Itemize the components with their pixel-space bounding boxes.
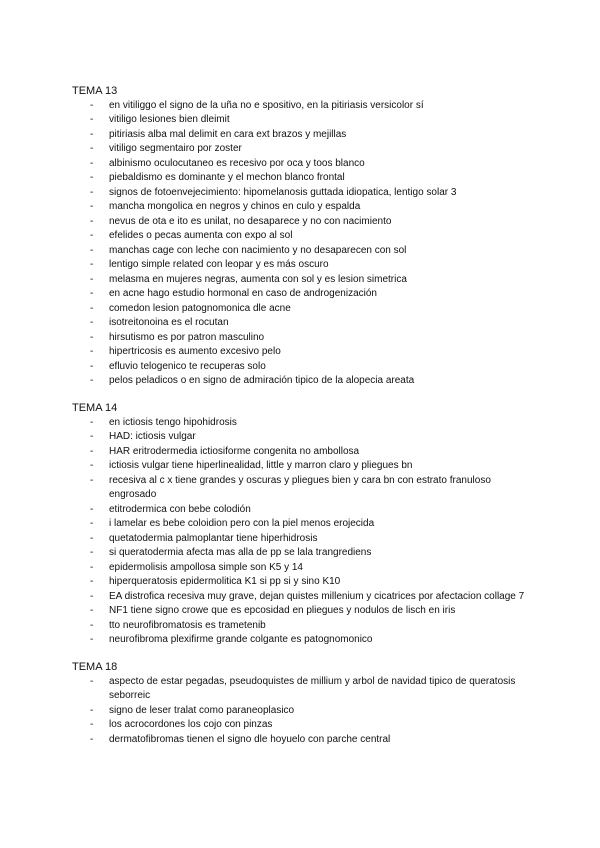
list-item: - signos de fotoenvejecimiento: hipomelanosis guttada idiopatica, lentigo solar 3: [72, 186, 532, 201]
list-item: - en ictiosis tengo hipohidrosis: [72, 416, 532, 431]
list-item: - EA distrofica recesiva muy grave, dejan quistes millenium y cicatrices por afectacion collage 7: [72, 590, 532, 605]
list-item: - mancha mongolica en negros y chinos en culo y espalda: [72, 200, 532, 215]
list-item: - vitiligo lesiones bien dleimit: [72, 113, 532, 128]
section-heading: TEMA 14: [72, 402, 118, 414]
list-item: - ictiosis vulgar tiene hiperlinealidad, little y marron claro y pliegues bn: [72, 459, 532, 474]
list-item: - albinismo oculocutaneo es recesivo por oca y toos blanco: [72, 157, 532, 172]
list-item: - tto neurofibromatosis es trametenib: [72, 619, 532, 634]
list-item: - comedon lesion patognomonica dle acne: [72, 302, 532, 317]
list-item: - pelos peladicos o en signo de admiración tipico de la alopecia areata: [72, 374, 532, 389]
list-item: - hipertricosis es aumento excesivo pelo: [72, 345, 532, 360]
list-item: - aspecto de estar pegadas, pseudoquistes de millium y arbol de navidad tipico de queratosis seborreic: [72, 675, 532, 704]
list-item: - en vitiliggo el signo de la uña no e spositivo, en la pitiriasis versicolor sí: [72, 99, 532, 114]
list-item: - recesiva al c x tiene grandes y oscuras y pliegues bien y cara bn con estrato franuloso engrosado: [72, 474, 532, 503]
bullet-list: [72, 416, 532, 648]
list-item: - signo de leser tralat como paraneoplasico: [72, 704, 532, 719]
list-item: - isotreitonoina es el rocutan: [72, 316, 532, 331]
list-item: - lentigo simple related con leopar y es más oscuro: [72, 258, 532, 273]
list-item: - hirsutismo es por patron masculino: [72, 331, 532, 346]
section-heading: TEMA 13: [72, 85, 118, 97]
list-item: - NF1 tiene signo crowe que es epcosidad en pliegues y nodulos de lisch en iris: [72, 604, 532, 619]
list-item: - si queratodermia afecta mas alla de pp se lala trangrediens: [72, 546, 532, 561]
list-item: - efluvio telogenico te recuperas solo: [72, 360, 532, 375]
list-item: - dermatofibromas tienen el signo dle hoyuelo con parche central: [72, 733, 532, 748]
section-tema-18: [72, 660, 532, 747]
list-item: - efelides o pecas aumenta con expo al sol: [72, 229, 532, 244]
bullet-list: [72, 99, 532, 389]
list-item: - melasma en mujeres negras, aumenta con sol y es lesion simetrica: [72, 273, 532, 288]
list-item: - HAR eritrodermedia ictiosiforme congenita no ambollosa: [72, 445, 532, 460]
list-item: - los acrocordones los cojo con pinzas: [72, 718, 532, 733]
bullet-list: [72, 675, 532, 748]
section-tema-13: [72, 84, 532, 389]
list-item: - en acne hago estudio hormonal en caso de androgenización: [72, 287, 532, 302]
list-item: - i lamelar es bebe coloidion pero con la piel menos erojecida: [72, 517, 532, 532]
list-item: - epidermolisis ampollosa simple son K5 y 14: [72, 561, 532, 576]
document-body: [72, 84, 532, 760]
list-item: - quetatodermia palmoplantar tiene hiperhidrosis: [72, 532, 532, 547]
list-item: - piebaldismo es dominante y el mechon blanco frontal: [72, 171, 532, 186]
list-item: - etitrodermica con bebe colodión: [72, 503, 532, 518]
section-tema-14: [72, 401, 532, 648]
section-heading: TEMA 18: [72, 661, 118, 673]
list-item: - nevus de ota e ito es unilat, no desaparece y no con nacimiento: [72, 215, 532, 230]
list-item: - pitiriasis alba mal delimit en cara ext brazos y mejillas: [72, 128, 532, 143]
list-item: - HAD: ictiosis vulgar: [72, 430, 532, 445]
list-item: - hiperqueratosis epidermolitica K1 si pp si y sino K10: [72, 575, 532, 590]
list-item: - manchas cage con leche con nacimiento y no desaparecen con sol: [72, 244, 532, 259]
list-item: - vitiligo segmentairo por zoster: [72, 142, 532, 157]
list-item: - neurofibroma plexifirme grande colgante es patognomonico: [72, 633, 532, 648]
